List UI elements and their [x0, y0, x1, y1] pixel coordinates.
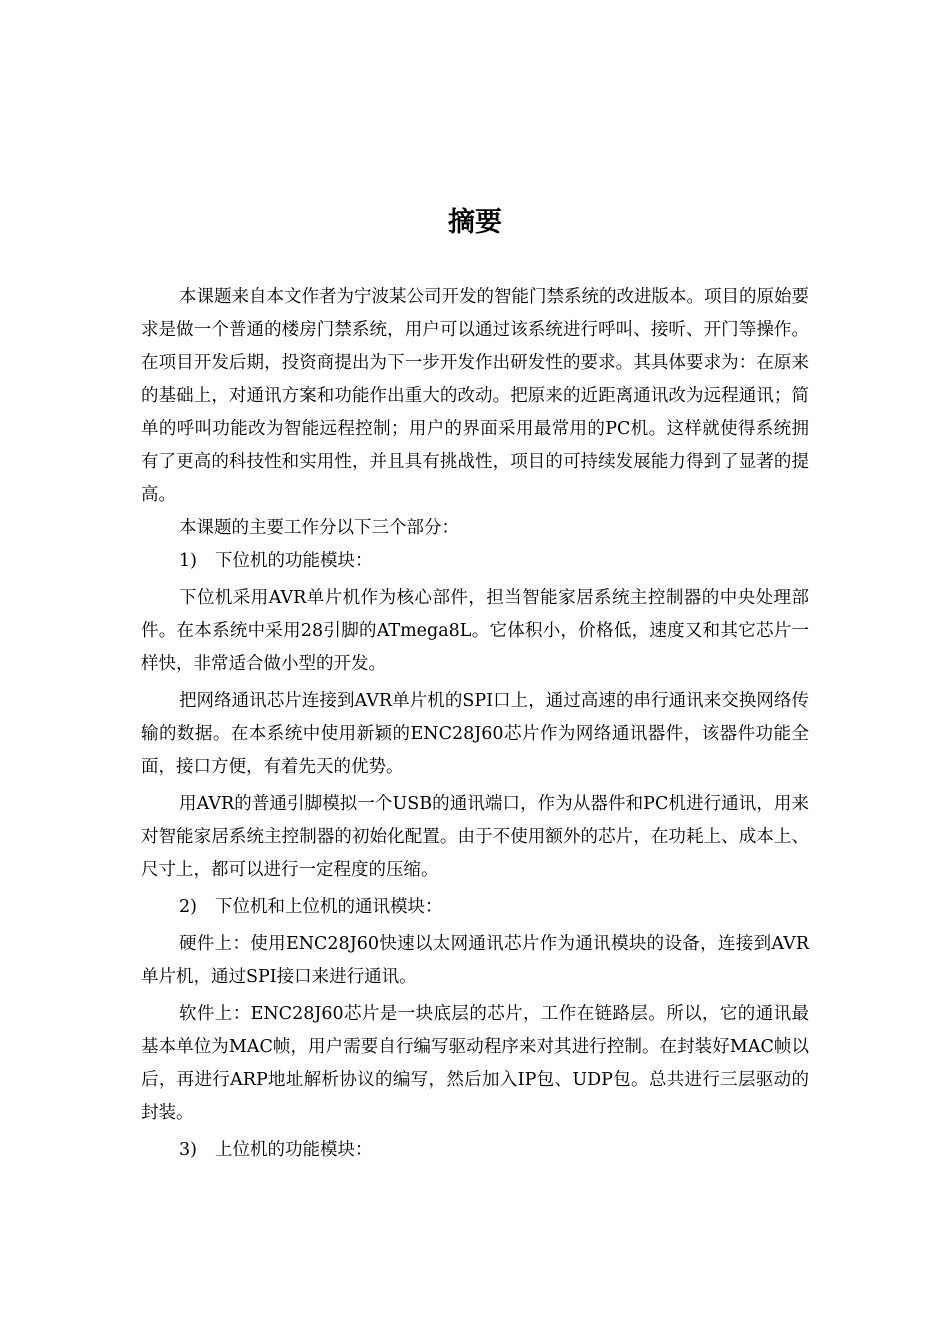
- paragraph-overview: 本课题的主要工作分以下三个部分：: [179, 518, 459, 538]
- list-item-3: [141, 1134, 809, 1167]
- paragraph-intro: 本课题来自本文作者为宁波某公司开发的智能门禁系统的改进版本。项目的原始要求是做一个普通的楼房门禁系统，用户可以通过该系统进行呼叫、接听、开门等操作。在项目开发后期，投资商提出为下一步开发作出研发性的要求。其具体要求为：在原来的基础上，对通讯方案和功能作出重大的改动。把原来的近距离通讯改为远程通讯；简单的呼叫功能改为智能远程控制；用户的界面采用最常用的PC机。这样就使得系统拥有了更高的科技性和实用性，并且具有挑战性，项目的可持续发展能力得到了显著的提高。: [141, 287, 809, 505]
- list-item-1: [141, 545, 809, 578]
- list-item-label: 下位机和上位机的通讯模块：: [215, 897, 443, 917]
- paragraph-avr: 下位机采用AVR单片机作为核心部件，担当智能家居系统主控制器的中央处理部件。在本系统中采用28引脚的ATmega8L。它体积小，价格低，速度又和其它芯片一样快，非常适合做小型的开发。: [141, 588, 809, 674]
- page-title: 摘要: [448, 207, 502, 238]
- list-item-label: 上位机的功能模块：: [215, 1140, 373, 1160]
- list-item-label: 下位机的功能模块：: [215, 551, 373, 571]
- paragraph-software: 软件上：ENC28J60芯片是一块底层的芯片，工作在链路层。所以，它的通讯最基本单位为MAC帧，用户需要自行编写驱动程序来对其进行控制。在封装好MAC帧以后，再进行ARP地址解析协议的编写，然后加入IP包、UDP包。总共进行三层驱动的封装。: [141, 1004, 809, 1123]
- paragraph-hardware: 硬件上：使用ENC28J60快速以太网通讯芯片作为通讯模块的设备，连接到AVR单片机，通过SPI接口来进行通讯。: [141, 934, 809, 987]
- paragraph-spi: 把网络通讯芯片连接到AVR单片机的SPI口上，通过高速的串行通讯来交换网络传输的数据。在本系统中使用新颖的ENC28J60芯片作为网络通讯器件，该器件功能全面，接口方便，有着先天的优势。: [141, 691, 809, 777]
- list-number: 3): [179, 1140, 197, 1160]
- list-number: 2): [179, 897, 197, 917]
- list-item-2: [141, 891, 809, 924]
- paragraph-usb: 用AVR的普通引脚模拟一个USB的通讯端口，作为从器件和PC机进行通讯，用来对智能家居系统主控制器的初始化配置。由于不使用额外的芯片，在功耗上、成本上、尺寸上，都可以进行一定程度的压缩。: [141, 794, 809, 880]
- list-number: 1): [179, 551, 197, 571]
- abstract-body: [141, 281, 809, 1167]
